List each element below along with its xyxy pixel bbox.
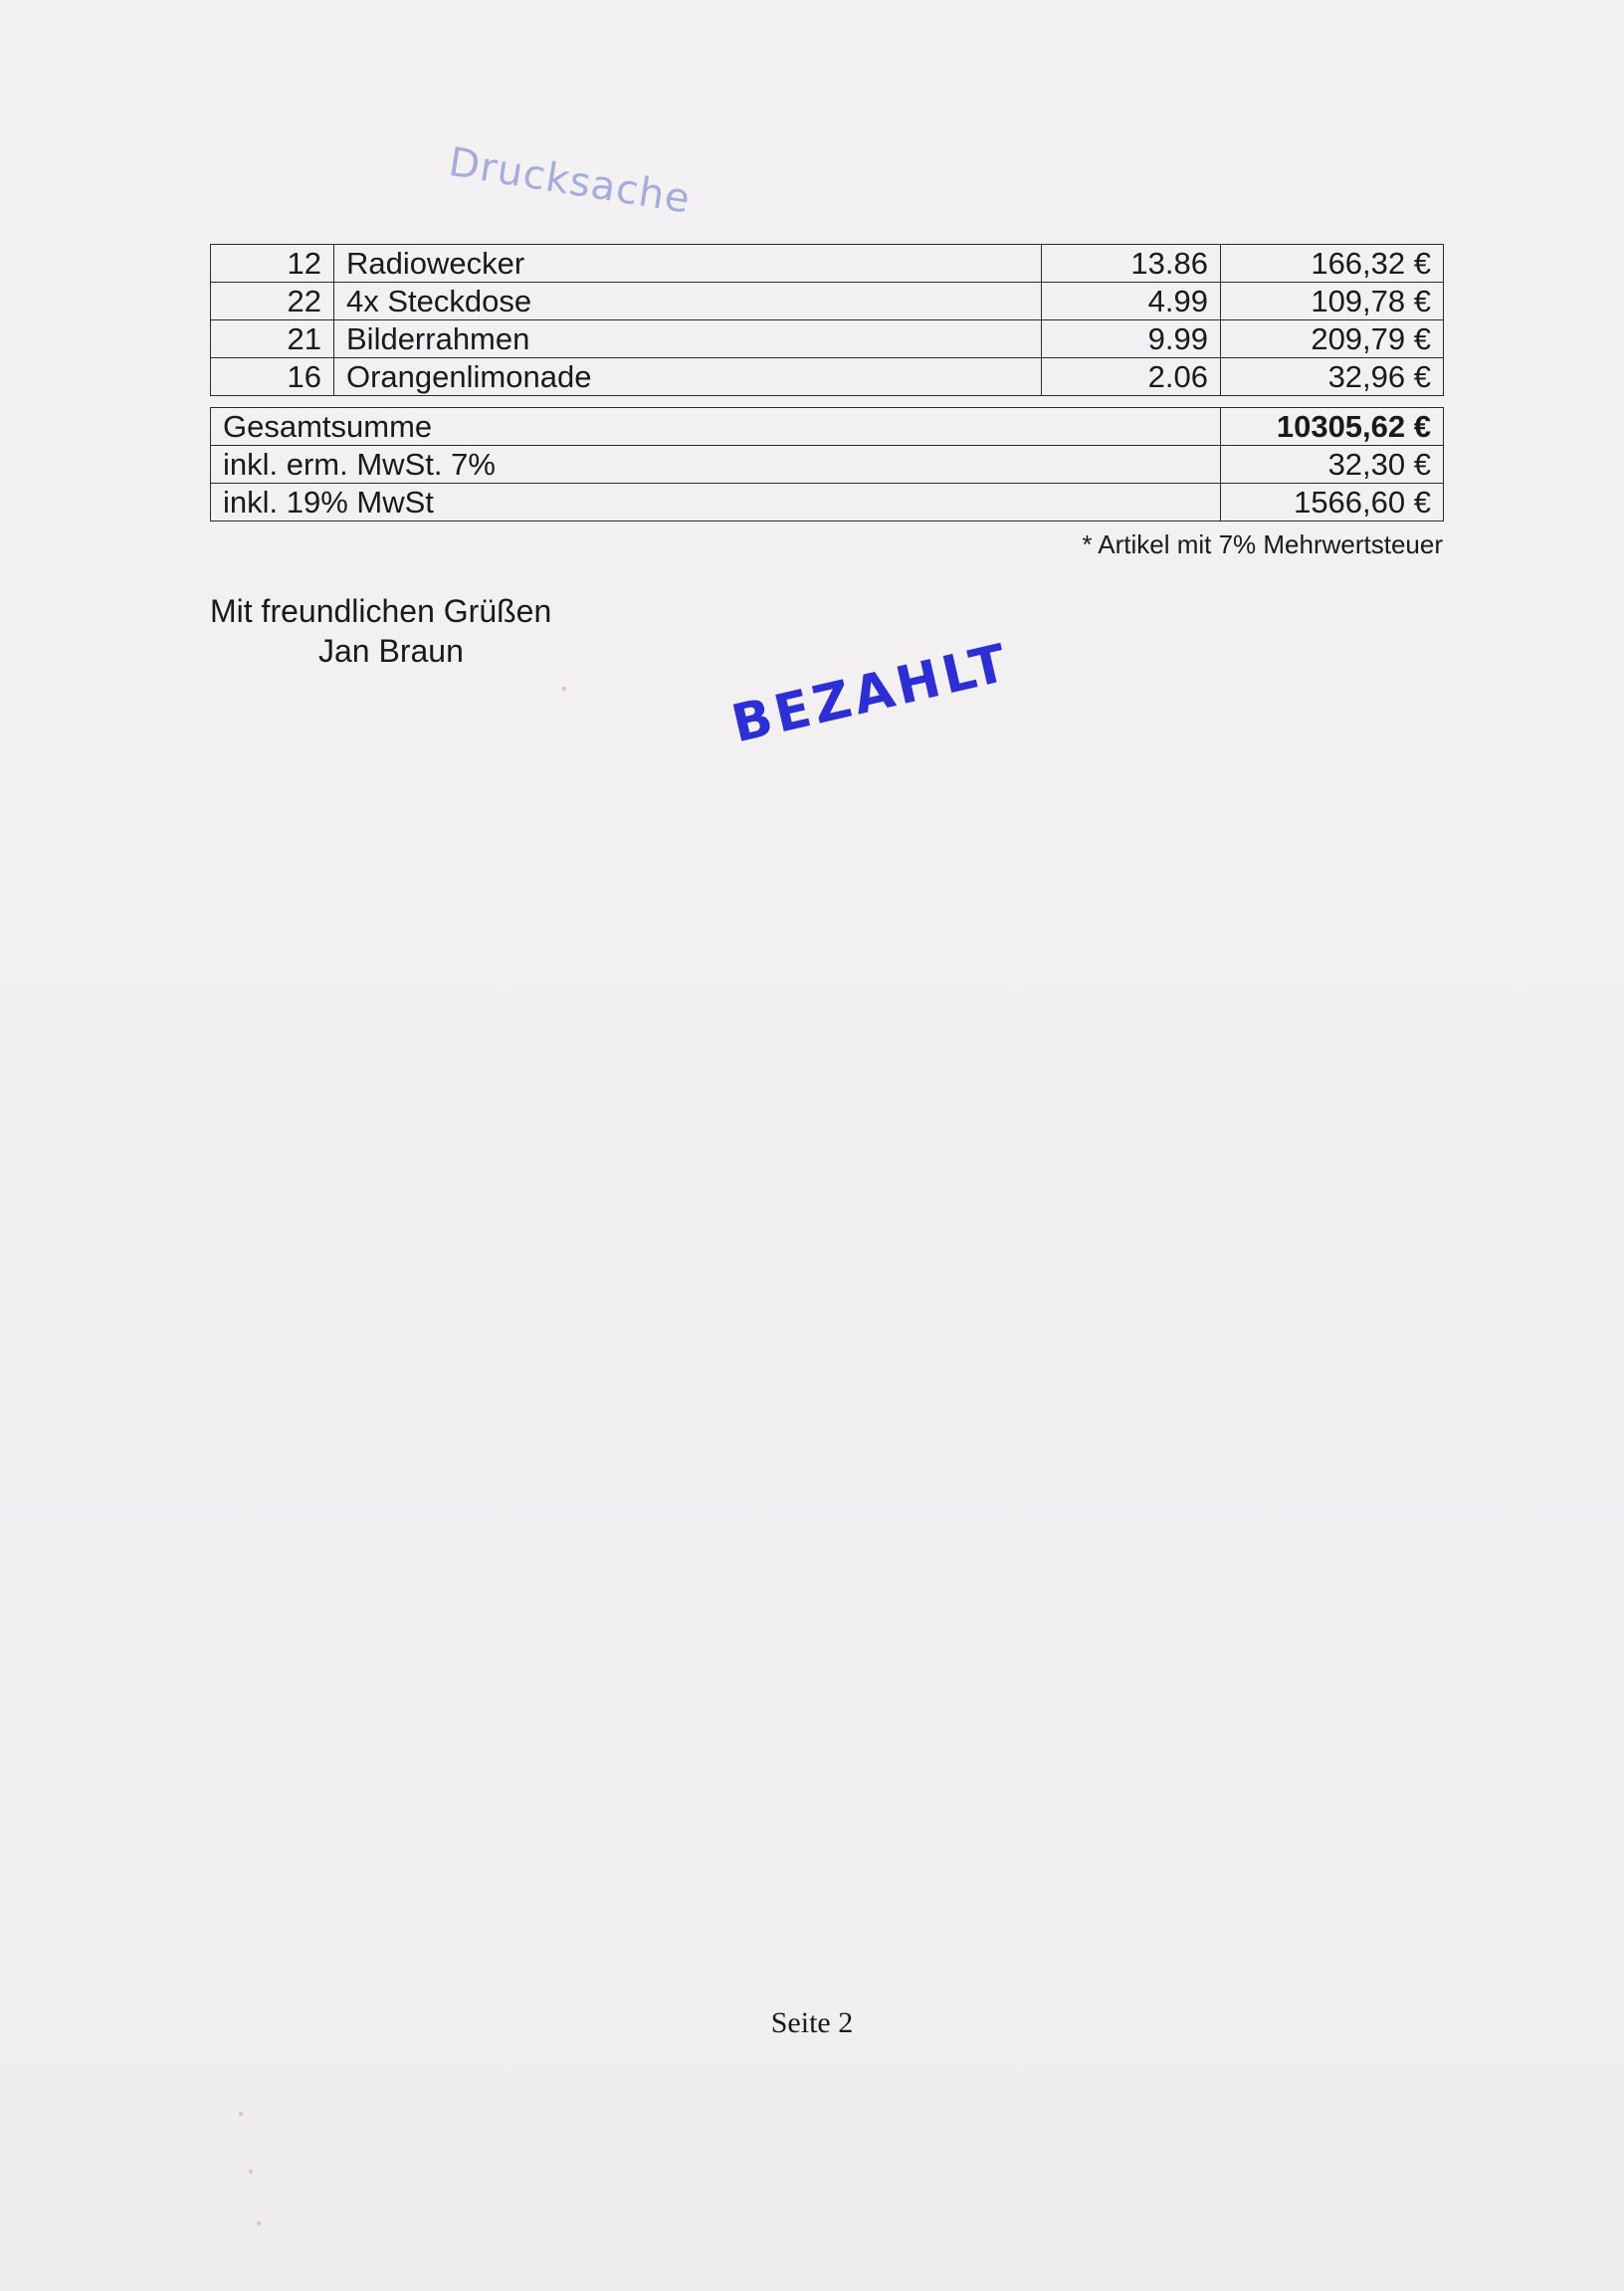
total-row [211,446,1444,484]
item-total: 32,96 € [1221,358,1444,396]
item-quantity: 12 [211,245,334,283]
table-row [211,283,1444,320]
paper-speck [257,2221,261,2225]
closing-greeting: Mit freundlichen Grüßen [210,593,552,629]
item-total: 166,32 € [1221,245,1444,283]
drucksache-stamp: Drucksache [445,139,695,223]
item-total: 109,78 € [1221,283,1444,320]
grand-total-label: Gesamtsumme [211,408,1221,446]
reduced-vat-label: inkl. erm. MwSt. 7% [211,446,1221,484]
signer-name: Jan Braun [318,633,464,669]
total-row [211,484,1444,521]
paper-speck [249,2170,253,2174]
page-number: Seite 2 [770,2006,854,2039]
reduced-vat-value: 32,30 € [1221,446,1444,484]
item-unit-price: 4.99 [1042,283,1221,320]
total-row [211,408,1444,446]
item-unit-price: 2.06 [1042,358,1221,396]
item-quantity: 21 [211,320,334,358]
vat-footnote: * Artikel mit 7% Mehrwertsteuer [1082,529,1443,559]
item-name: Orangenlimonade [334,358,1042,396]
totals-table [210,407,1444,521]
table-row [211,358,1444,396]
bezahlt-stamp: BEZAHLT [726,632,1016,755]
item-name: Bilderrahmen [334,320,1042,358]
standard-vat-value: 1566,60 € [1221,484,1444,521]
table-row [211,245,1444,283]
item-quantity: 16 [211,358,334,396]
paper-speck [562,687,566,691]
item-unit-price: 9.99 [1042,320,1221,358]
item-quantity: 22 [211,283,334,320]
item-unit-price: 13.86 [1042,245,1221,283]
line-items-table [210,244,1444,396]
item-total: 209,79 € [1221,320,1444,358]
standard-vat-label: inkl. 19% MwSt [211,484,1221,521]
table-row [211,320,1444,358]
grand-total-value: 10305,62 € [1221,408,1444,446]
item-name: 4x Steckdose [334,283,1042,320]
item-name: Radiowecker [334,245,1042,283]
paper-speck [239,2112,243,2116]
